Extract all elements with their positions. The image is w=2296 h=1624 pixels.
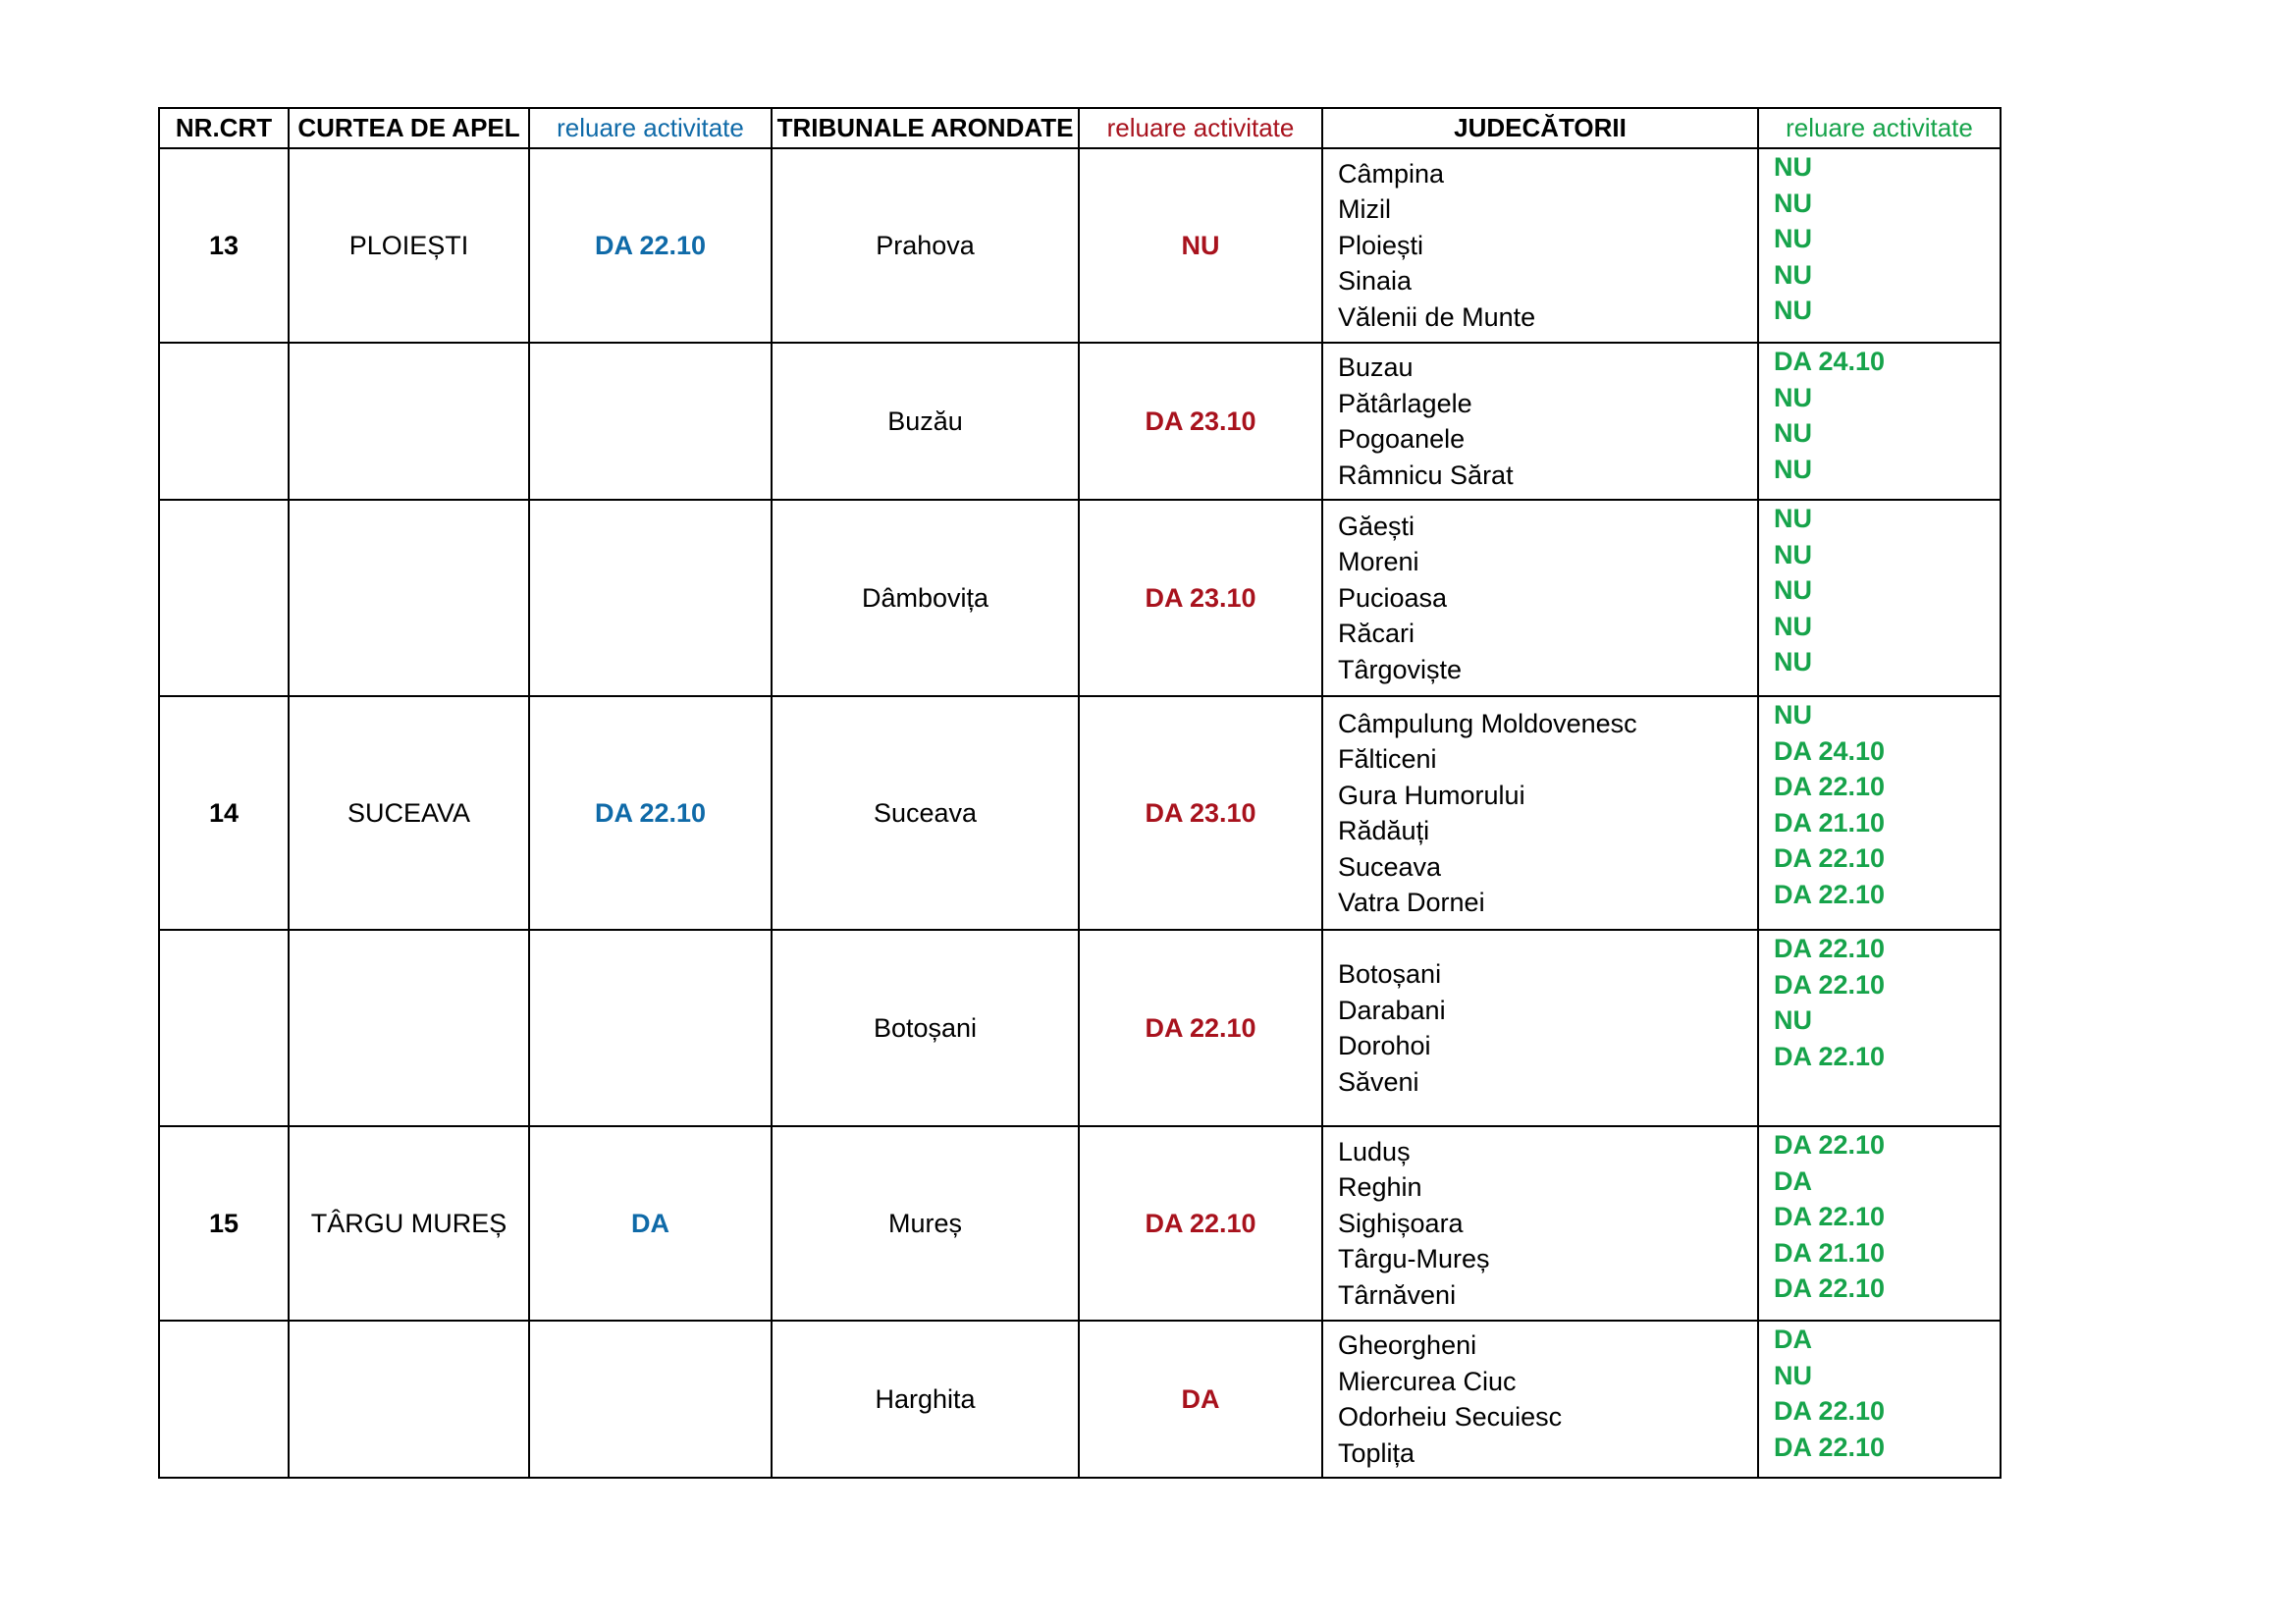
judecatorie-status: DA 21.10 (1774, 807, 1886, 838)
judecatorie-name: Târnăveni (1338, 1279, 1457, 1310)
curtea-de-apel-cell (289, 1321, 529, 1478)
judecatorie-status: DA 22.10 (1774, 934, 1886, 963)
nr-crt-cell: 14 (159, 696, 289, 930)
judecatorie-status: DA 22.10 (1774, 1432, 1886, 1462)
judecatorie-status: NU (1774, 454, 1812, 484)
judecatorie-name: Rădăuți (1338, 816, 1430, 845)
nr-crt-cell: 15 (159, 1126, 289, 1321)
judecatorie-name: Luduș (1338, 1136, 1411, 1166)
nr-crt-cell: 13 (159, 148, 289, 343)
curtea-de-apel-cell (289, 343, 529, 500)
judecatorie-name: Câmpulung Moldovenesc (1338, 708, 1637, 738)
tribunal-cell: Botoșani (772, 930, 1079, 1126)
curtea-status-cell (529, 930, 772, 1126)
judecatorie-status: NU (1774, 418, 1812, 448)
header-judecatorii: JUDECĂTORII (1322, 108, 1758, 148)
judecatorie-name: Răcari (1338, 619, 1415, 649)
judecatorie-status: DA 22.10 (1774, 1396, 1886, 1426)
judecatorie-status: DA 22.10 (1774, 1130, 1886, 1160)
curtea-status-cell (529, 500, 772, 696)
judecatorie-name: Mizil (1338, 194, 1391, 225)
judecatorie-status: NU (1774, 504, 1812, 533)
judecatorie-status: DA 24.10 (1774, 347, 1886, 376)
judecatorie-status: DA 22.10 (1774, 1202, 1886, 1231)
courts-activity-table (158, 107, 2002, 1479)
judecatorie-status: DA (1774, 1165, 1812, 1196)
judecatorie-name: Buzau (1338, 352, 1414, 382)
curtea-de-apel-cell (289, 930, 529, 1126)
judecatorie-name: Vălenii de Munte (1338, 301, 1536, 332)
judecatorie-status: NU (1774, 539, 1812, 569)
judecatorii-status-cell (1758, 930, 2001, 1126)
judecatorie-name: Toplița (1338, 1437, 1415, 1468)
judecatorie-status: NU (1774, 259, 1812, 290)
tribunal-status-cell: NU (1079, 148, 1322, 343)
judecatorii-status-cell (1758, 1321, 2001, 1478)
judecatorie-name: Sinaia (1338, 266, 1413, 297)
curtea-de-apel-cell: SUCEAVA (289, 696, 529, 930)
judecatorie-status: NU (1774, 1360, 1812, 1390)
judecatorie-name: Reghin (1338, 1172, 1422, 1203)
judecatorie-name: Fălticeni (1338, 744, 1437, 774)
header-reluare-activitate-tribunal: reluare activitate (1079, 108, 1322, 148)
judecatorii-cell (1322, 1126, 1758, 1321)
judecatorie-name: Miercurea Ciuc (1338, 1366, 1517, 1396)
table-row (159, 1321, 2001, 1478)
header-tribunale-arondate: TRIBUNALE ARONDATE (772, 108, 1079, 148)
curtea-status-cell: DA 22.10 (529, 696, 772, 930)
tribunal-cell: Suceava (772, 696, 1079, 930)
judecatorie-status: NU (1774, 296, 1812, 325)
table-body (159, 148, 2001, 1478)
judecatorie-name: Săveni (1338, 1066, 1419, 1097)
judecatorii-status-cell (1758, 343, 2001, 500)
table-row (159, 1126, 2001, 1321)
judecatorie-status: DA 21.10 (1774, 1237, 1886, 1268)
nr-crt-cell (159, 1321, 289, 1478)
table-row (159, 148, 2001, 343)
judecatorie-status: NU (1774, 188, 1812, 218)
header-curtea-de-apel: CURTEA DE APEL (289, 108, 529, 148)
tribunal-status-cell: DA (1079, 1321, 1322, 1478)
judecatorie-name: Dorohoi (1338, 1031, 1431, 1060)
judecatorie-status: NU (1774, 575, 1812, 605)
tribunal-status-cell: DA 23.10 (1079, 343, 1322, 500)
judecatorie-status: NU (1774, 700, 1812, 730)
header-reluare-activitate-judecatorie: reluare activitate (1758, 108, 2001, 148)
curtea-status-cell: DA 22.10 (529, 148, 772, 343)
judecatorie-name: Râmnicu Sărat (1338, 460, 1514, 490)
judecatorie-name: Gura Humorului (1338, 780, 1525, 810)
judecatorie-status: DA 22.10 (1774, 772, 1886, 801)
judecatorii-cell (1322, 500, 1758, 696)
judecatorie-status: NU (1774, 647, 1812, 677)
judecatorii-cell (1322, 930, 1758, 1126)
judecatorie-status: DA 22.10 (1774, 843, 1886, 873)
tribunal-cell: Mureș (772, 1126, 1079, 1321)
tribunal-cell: Harghita (772, 1321, 1079, 1478)
table-row (159, 343, 2001, 500)
table-row (159, 500, 2001, 696)
judecatorie-name: Câmpina (1338, 158, 1445, 189)
judecatorii-status-cell (1758, 500, 2001, 696)
judecatorie-name: Vatra Dornei (1338, 888, 1485, 917)
judecatorie-name: Sighișoara (1338, 1208, 1464, 1238)
tribunal-status-cell: DA 22.10 (1079, 1126, 1322, 1321)
curtea-status-cell (529, 1321, 772, 1478)
judecatorie-status: NU (1774, 224, 1812, 253)
judecatorie-name: Ploiești (1338, 230, 1424, 260)
curtea-de-apel-cell: PLOIEȘTI (289, 148, 529, 343)
tribunal-cell: Prahova (772, 148, 1079, 343)
table-header-row (159, 108, 2001, 148)
judecatorie-status: DA 24.10 (1774, 735, 1886, 766)
judecatorie-status: NU (1774, 1005, 1812, 1035)
judecatorie-name: Odorheiu Secuiesc (1338, 1402, 1563, 1432)
curtea-de-apel-cell (289, 500, 529, 696)
header-reluare-activitate-curte: reluare activitate (529, 108, 772, 148)
judecatorie-name: Suceava (1338, 851, 1442, 882)
judecatorie-name: Găești (1338, 511, 1415, 541)
header-nr-crt: NR.CRT (159, 108, 289, 148)
judecatorie-name: Târgoviște (1338, 654, 1463, 684)
judecatorii-cell (1322, 148, 1758, 343)
table-row (159, 930, 2001, 1126)
curtea-status-cell: DA (529, 1126, 772, 1321)
judecatorii-cell (1322, 696, 1758, 930)
judecatorie-status: DA 22.10 (1774, 1041, 1886, 1071)
judecatorie-status: DA (1774, 1325, 1812, 1354)
curtea-status-cell (529, 343, 772, 500)
judecatorii-status-cell (1758, 1126, 2001, 1321)
judecatorie-name: Darabani (1338, 995, 1446, 1025)
judecatorie-name: Pucioasa (1338, 582, 1448, 613)
judecatorie-status: DA 22.10 (1774, 969, 1886, 1000)
judecatorie-status: DA 22.10 (1774, 1273, 1886, 1303)
judecatorie-name: Târgu-Mureș (1338, 1244, 1490, 1274)
document-page (158, 107, 2002, 1479)
judecatorii-status-cell (1758, 696, 2001, 930)
tribunal-status-cell: DA 23.10 (1079, 696, 1322, 930)
judecatorii-cell (1322, 343, 1758, 500)
table-row (159, 696, 2001, 930)
nr-crt-cell (159, 500, 289, 696)
tribunal-cell: Dâmbovița (772, 500, 1079, 696)
judecatorie-status: NU (1774, 611, 1812, 641)
nr-crt-cell (159, 343, 289, 500)
curtea-de-apel-cell: TÂRGU MUREȘ (289, 1126, 529, 1321)
tribunal-status-cell: DA 22.10 (1079, 930, 1322, 1126)
judecatorie-status: NU (1774, 152, 1812, 182)
tribunal-cell: Buzău (772, 343, 1079, 500)
judecatorie-name: Gheorgheni (1338, 1330, 1477, 1360)
judecatorie-name: Botoșani (1338, 959, 1442, 989)
judecatorie-name: Pogoanele (1338, 424, 1466, 454)
judecatorie-status: NU (1774, 382, 1812, 412)
tribunal-status-cell: DA 23.10 (1079, 500, 1322, 696)
judecatorie-status: DA 22.10 (1774, 879, 1886, 909)
judecatorii-status-cell (1758, 148, 2001, 343)
nr-crt-cell (159, 930, 289, 1126)
judecatorii-cell (1322, 1321, 1758, 1478)
judecatorie-name: Pătârlagele (1338, 388, 1472, 418)
judecatorie-name: Moreni (1338, 547, 1419, 577)
